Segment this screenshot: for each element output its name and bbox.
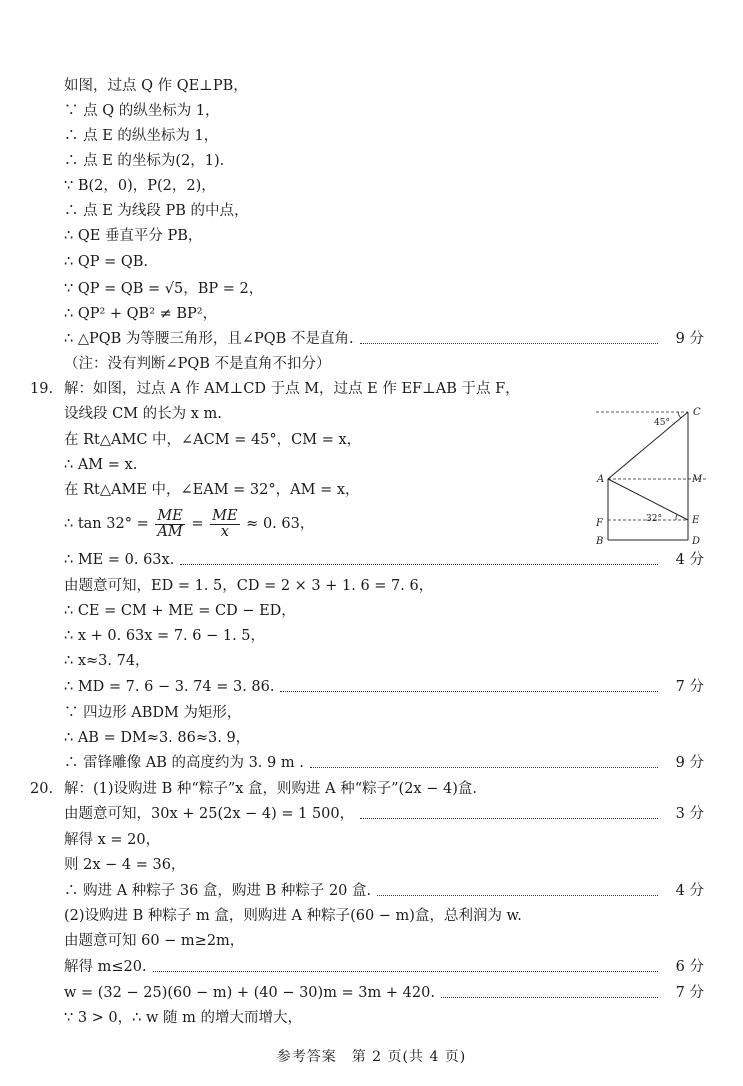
text-fragment: = — [186, 516, 209, 532]
dot-leader — [153, 962, 658, 972]
point-label: M — [692, 474, 703, 485]
score-row — [64, 754, 704, 772]
text-line: ∴ 点 E 的纵坐标为 1， — [64, 128, 219, 144]
text-line: 解：如图，过点 A 作 AM⊥CD 于点 M，过点 E 作 EF⊥AB 于点 F， — [64, 381, 520, 397]
score-row — [64, 958, 704, 976]
tan-equation — [64, 508, 314, 540]
text-line: （注：没有判断∠PQB 不是直角不扣分） — [64, 356, 331, 372]
text-line: ∵ QP = QB = √5，BP = 2， — [64, 281, 264, 297]
text-line: ∵ 四边形 ABDM 为矩形， — [64, 705, 242, 721]
dot-leader — [180, 555, 658, 565]
page-footer: 参考答案 第 2 页(共 4 页) — [276, 1049, 467, 1065]
score-label: 7 分 — [675, 679, 704, 695]
score-label: 3 分 — [675, 806, 704, 822]
text-line: 设线段 CM 的长为 x m. — [64, 406, 222, 422]
text-line: ∵ B(2，0)，P(2，2)， — [64, 178, 216, 194]
numerator: ME — [212, 507, 238, 524]
point-label: F — [596, 518, 603, 529]
fraction — [210, 509, 239, 540]
denominator: x — [220, 523, 229, 540]
segment-ac — [608, 412, 688, 479]
text-line: ∴ 雷锋雕像 AB 的高度约为 3. 9 m . — [64, 755, 304, 771]
text-line: 解：(1)设购进 B 种“粽子”x 盒，则购进 A 种“粽子”(2x − 4)盒. — [64, 781, 477, 797]
text-line: ∴ △PQB 为等腰三角形，且∠PQB 不是直角. — [64, 331, 354, 347]
dot-leader — [360, 809, 658, 819]
score-label: 4 分 — [675, 883, 704, 899]
score-row — [64, 551, 704, 569]
point-label: C — [693, 407, 701, 418]
dot-leader — [280, 682, 658, 692]
text-line: 由题意可知 60 − m≥2m， — [64, 933, 245, 949]
text-line: ∴ ME = 0. 63x. — [64, 552, 175, 568]
text-line: 在 Rt△AME 中，∠EAM = 32°，AM = x， — [64, 482, 360, 498]
fraction — [155, 509, 184, 540]
text-line: (2)设购进 B 种粽子 m 盒，则购进 A 种粽子(60 − m)盒，总利润为 w. — [64, 908, 522, 924]
text-line: ∴ 点 E 的坐标为(2，1). — [64, 153, 225, 169]
denominator: AM — [157, 523, 183, 540]
figure-svg — [588, 402, 708, 547]
text-line: 解得 x = 20， — [64, 832, 161, 848]
text-line: 则 2x − 4 = 36， — [64, 857, 186, 873]
score-row — [64, 984, 704, 1002]
text-line: 在 Rt△AMC 中，∠ACM = 45°，CM = x， — [64, 432, 362, 448]
score-label: 4 分 — [675, 552, 704, 568]
text-line: 解得 m≤20. — [64, 959, 147, 975]
angle-arc — [678, 412, 681, 418]
text-line: 由题意可知，30x + 25(2x − 4) = 1 500， — [64, 806, 355, 822]
text-line: ∴ 购进 A 种粽子 36 盒，购进 B 种粽子 20 盒. — [64, 883, 372, 899]
geometry-figure — [588, 402, 708, 547]
dot-leader — [360, 334, 658, 344]
angle-arc — [676, 514, 677, 520]
text-line: 如图，过点 Q 作 QE⊥PB， — [64, 78, 248, 94]
text-line: ∴ x≈3. 74， — [64, 653, 150, 669]
question-number: 20. — [30, 781, 54, 797]
score-label: 9 分 — [675, 331, 704, 347]
text-line: ∴ QP² + QB² ≠ BP²， — [64, 306, 218, 322]
text-fragment: ≈ 0. 63， — [241, 516, 315, 532]
point-label: E — [692, 515, 700, 526]
score-row — [64, 882, 704, 900]
score-row — [64, 805, 704, 823]
point-label: B — [596, 536, 604, 547]
text-line: ∴ 点 E 为线段 PB 的中点， — [64, 203, 249, 219]
dot-leader — [441, 988, 658, 998]
numerator: ME — [157, 507, 183, 524]
text-line: w = (32 − 25)(60 − m) + (40 − 30)m = 3m + 420. — [64, 985, 435, 1001]
point-label: D — [692, 536, 701, 547]
text-line: ∵ 点 Q 的纵坐标为 1， — [64, 103, 220, 119]
point-label: A — [597, 474, 605, 485]
text-line: ∴ AB = DM≈3. 86≈3. 9， — [64, 730, 251, 746]
text-line: ∵ 3 > 0，∴ w 随 m 的增大而增大， — [64, 1010, 302, 1026]
text-fragment: ∴ tan 32° = — [64, 516, 154, 532]
text-line: ∴ AM = x. — [64, 457, 138, 473]
text-line: ∴ CE = CM + ME = CD − ED， — [64, 603, 296, 619]
text-line: ∴ QE 垂直平分 PB， — [64, 228, 203, 244]
text-line: ∴ MD = 7. 6 − 3. 74 = 3. 86. — [64, 679, 275, 695]
angle-label: 45° — [654, 418, 670, 428]
dot-leader — [377, 886, 658, 896]
score-label: 9 分 — [675, 755, 704, 771]
text-line: ∴ x + 0. 63x = 7. 6 − 1. 5， — [64, 628, 266, 644]
text-line: ∴ QP = QB. — [64, 254, 148, 270]
score-label: 6 分 — [675, 959, 704, 975]
text-line: 由题意可知，ED = 1. 5，CD = 2 × 3 + 1. 6 = 7. 6， — [64, 578, 434, 594]
dot-leader — [310, 758, 658, 768]
score-row — [64, 330, 704, 348]
score-row — [64, 678, 704, 696]
angle-label: 32° — [646, 514, 662, 524]
question-number: 19. — [30, 381, 54, 397]
score-label: 7 分 — [675, 985, 704, 1001]
